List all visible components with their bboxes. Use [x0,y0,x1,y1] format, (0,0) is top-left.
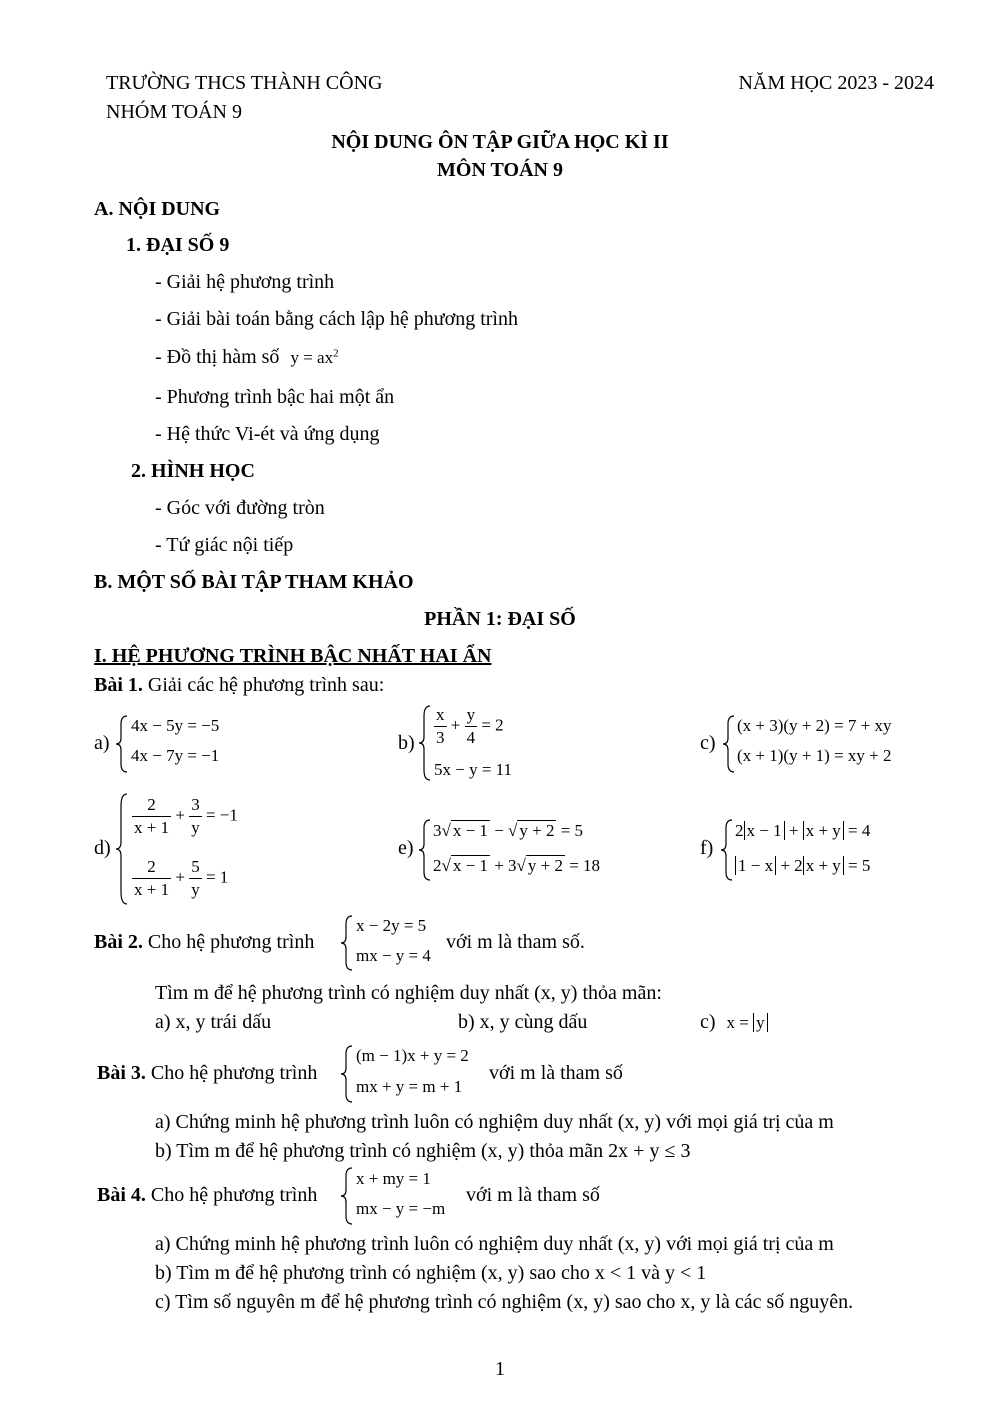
bai2-task: Tìm m để hệ phương trình có nghiệm duy nhất (x, y) thỏa mãn: [155,982,662,1004]
bai1-e-eq2: 2√ x − 1 + 3√ y + 2 = 18 [433,856,601,875]
bai1-f-eq2: 1 − x + 2 x + y = 5 [735,856,870,876]
algebra-item: - Giải bài toán bằng cách lập hệ phương trình [155,308,518,330]
bai1-b-label: b) [398,732,415,754]
geometry-item: - Tứ giác nội tiếp [155,534,294,556]
bai3-after: với m là tham số [489,1062,623,1084]
geometry-heading: 2. HÌNH HỌC [131,460,255,482]
algebra-heading: 1. ĐẠI SỐ 9 [126,234,230,256]
section-b-heading: B. MỘT SỐ BÀI TẬP THAM KHẢO [94,571,414,593]
bai1-f-eq1: 2 x − 1 + x + y = 4 [735,821,871,840]
bai4-c: c) Tìm số nguyên m để hệ phương trình có nghiệm (x, y) sao cho x, y là các số nguyên. [155,1291,854,1313]
part1-heading: PHẦN 1: ĐẠI SỐ [424,608,576,630]
bai1-c-eq2: (x + 1)(y + 1) = xy + 2 [737,746,892,765]
section-a-heading: A. NỘI DUNG [94,198,221,220]
bai2-c: c) x = y [700,1011,768,1034]
chapter1-heading: I. HỆ PHƯƠNG TRÌNH BẬC NHẤT HAI ẨN [94,645,492,667]
brace-icon [418,818,432,882]
bai1-c-eq1: (x + 3)(y + 2) = 7 + xy [737,716,892,735]
algebra-item-text: - Đồ thị hàm số [155,346,280,368]
algebra-item: - Hệ thức Vi-ét và ứng dụng [155,423,380,445]
page-number: 1 [495,1358,505,1380]
bai2-a: a) x, y trái dấu [155,1011,272,1033]
bai3-eq2: mx + y = m + 1 [356,1077,463,1096]
brace-icon [722,714,736,774]
bai1-b-eq2: 5x − y = 11 [434,760,513,779]
school-year: NĂM HỌC 2023 - 2024 [738,72,934,94]
bai3-eq1: (m − 1)x + y = 2 [356,1046,469,1065]
bai1-f-label: f) [700,837,714,859]
bai1-e-eq1: 3√ x − 1 − √ y + 2 = 5 [433,821,584,840]
bai3-a: a) Chứng minh hệ phương trình luôn có nghiệm duy nhất (x, y) với mọi giá trị của m [155,1111,834,1133]
bai1-e-label: e) [398,837,414,859]
bai2-b: b) x, y cùng dấu [458,1011,588,1033]
bai4-eq1: x + my = 1 [356,1169,431,1188]
bai4-after: với m là tham số [466,1184,600,1206]
brace-icon [340,914,354,972]
bai1-c-label: c) [700,732,716,754]
bai4-a: a) Chứng minh hệ phương trình luôn có nghiệm duy nhất (x, y) với mọi giá trị của m [155,1233,834,1255]
brace-icon [115,714,129,774]
brace-icon [115,792,129,906]
school-name: TRƯỜNG THCS THÀNH CÔNG [106,72,383,94]
geometry-item: - Góc với đường tròn [155,497,325,519]
bai2-statement: Bài 2. Cho hệ phương trình [94,931,315,953]
bai2-eq2: mx − y = 4 [356,946,431,965]
bai2-eq1: x − 2y = 5 [356,916,427,935]
brace-icon [418,704,432,782]
group-name: NHÓM TOÁN 9 [106,101,242,123]
bai1-b-eq1: $\frac{x}{3}$ + $\frac{y}{4}$ = 2 [436,705,504,747]
brace-icon [720,818,734,882]
document-subtitle: MÔN TOÁN 9 [437,159,563,181]
brace-icon [340,1044,354,1104]
bai3-b: b) Tìm m để hệ phương trình có nghiệm (x, y) thỏa mãn 2x + y ≤ 3 [155,1140,691,1162]
bai3-statement: Bài 3. Cho hệ phương trình [97,1062,318,1084]
algebra-item [155,346,339,369]
bai1-d-eq1: $\frac{2}{x + 1}$ + $\frac{3}{y}$ = −1 [134,795,238,837]
document-title: NỘI DUNG ÔN TẬP GIỮA HỌC KÌ II [331,131,669,153]
bai4-statement: Bài 4. Cho hệ phương trình [97,1184,318,1206]
algebra-item: - Phương trình bậc hai một ẩn [155,386,395,408]
bai1-a-eq2: 4x − 7y = −1 [131,746,220,765]
brace-icon [340,1166,354,1226]
bai1-d-eq2: $\frac{2}{x + 1}$ + $\frac{5}{y}$ = 1 [134,857,229,899]
bai1-a-label: a) [94,732,110,754]
bai4-b: b) Tìm m để hệ phương trình có nghiệm (x, y) sao cho x < 1 và y < 1 [155,1262,707,1284]
bai1-a-eq1: 4x − 5y = −5 [131,716,220,735]
formula-y-ax2: $y = ax^2$ [290,347,339,367]
bai1-statement: Bài 1. Giải các hệ phương trình sau: [94,674,385,696]
bai2-after: với m là tham số. [446,931,585,953]
bai4-eq2: mx − y = −m [356,1199,446,1218]
bai1-d-label: d) [94,837,111,859]
algebra-item: - Giải hệ phương trình [155,271,335,293]
